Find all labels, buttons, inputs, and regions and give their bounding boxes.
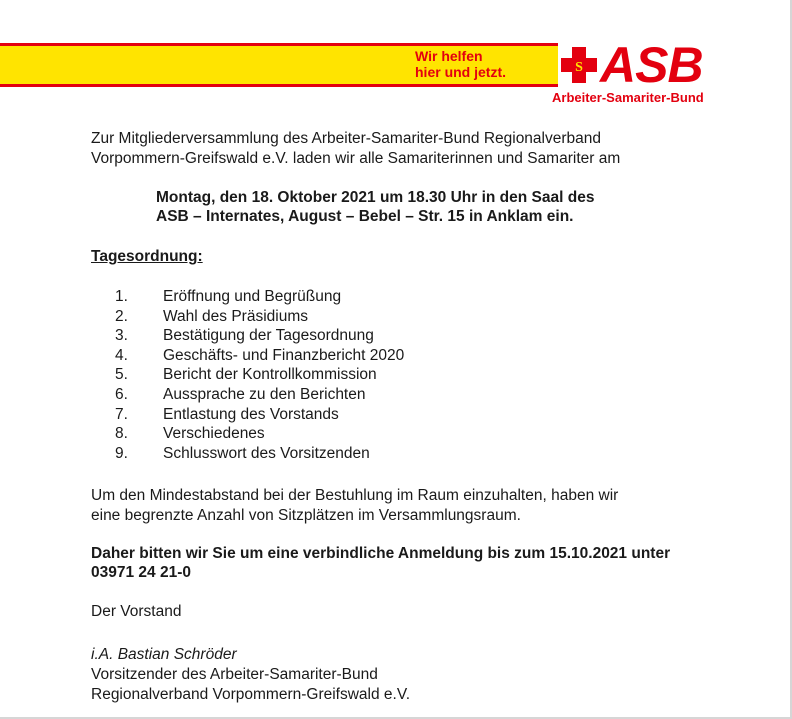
notice-line-2: eine begrenzte Anzahl von Sitzplätzen im Versammlungsraum. xyxy=(91,507,521,524)
meeting-date-line-1: Montag, den 18. Oktober 2021 um 18.30 Uhr in den Saal des xyxy=(156,189,595,206)
agenda-item-number: 5. xyxy=(115,366,128,384)
agenda-item xyxy=(115,385,404,405)
notice-line-1: Um den Mindestabstand bei der Bestuhlung im Raum einzuhalten, haben wir xyxy=(91,487,619,504)
agenda-item xyxy=(115,346,404,366)
agenda-item-number: 4. xyxy=(115,346,128,364)
agenda-item-text: Bestätigung der Tagesordnung xyxy=(163,327,374,345)
registration-line-1: Daher bitten wir Sie um eine verbindliche Anmeldung bis zum 15.10.2021 unter xyxy=(91,545,671,562)
agenda-item-text: Schlusswort des Vorsitzenden xyxy=(163,444,370,462)
cross-letter: S xyxy=(575,60,583,75)
agenda-item-number: 9. xyxy=(115,444,128,462)
agenda-item xyxy=(115,444,404,464)
agenda-item-number: 2. xyxy=(115,307,128,325)
agenda-item-text: Bericht der Kontrollkommission xyxy=(163,366,377,384)
agenda-item-text: Entlastung des Vorstands xyxy=(163,405,339,423)
signer-role-line-1: Vorsitzender des Arbeiter-Samariter-Bund xyxy=(91,666,378,683)
slogan-line-2: hier und jetzt. xyxy=(415,64,506,80)
closing: Der Vorstand xyxy=(91,603,182,620)
asb-logo xyxy=(552,37,732,106)
logo-subtitle: Arbeiter-Samariter-Bund xyxy=(552,90,704,105)
agenda-list xyxy=(115,287,404,463)
agenda-item-number: 7. xyxy=(115,405,128,423)
samaritan-cross-icon xyxy=(560,46,598,84)
agenda-item xyxy=(115,424,404,444)
agenda-item xyxy=(115,307,404,327)
invitation-line-2: Vorpommern-Greifswald e.V. laden wir alle Samariterinnen und Samariter am xyxy=(91,150,621,167)
logo-wordmark: ASB xyxy=(600,37,703,93)
registration-phone: 03971 24 21-0 xyxy=(91,564,191,581)
signer-name: i.A. Bastian Schröder xyxy=(91,646,237,663)
agenda-item-number: 3. xyxy=(115,327,128,345)
invitation-line-1: Zur Mitgliederversammlung des Arbeiter-Samariter-Bund Regionalverband xyxy=(91,130,602,147)
slogan-line-1: Wir helfen xyxy=(415,48,483,64)
meeting-date-line-2: ASB – Internates, August – Bebel – Str. 15 in Anklam ein. xyxy=(156,208,574,225)
agenda-item xyxy=(115,326,404,346)
agenda-item xyxy=(115,365,404,385)
agenda-item-text: Aussprache zu den Berichten xyxy=(163,385,366,403)
agenda-item-text: Verschiedenes xyxy=(163,425,265,443)
agenda-item-number: 1. xyxy=(115,288,128,305)
agenda-heading: Tagesordnung: xyxy=(91,248,203,265)
agenda-item xyxy=(115,287,404,307)
agenda-item-number: 6. xyxy=(115,385,128,403)
agenda-item-text: Wahl des Präsidiums xyxy=(163,307,309,325)
agenda-item-text: Geschäfts- und Finanzbericht 2020 xyxy=(163,346,405,364)
signer-role-line-2: Regionalverband Vorpommern-Greifswald e.V. xyxy=(91,686,411,703)
agenda-item xyxy=(115,405,404,425)
agenda-item-number: 8. xyxy=(115,425,128,443)
slogan xyxy=(415,48,555,80)
agenda-item-text: Eröffnung und Begrüßung xyxy=(163,288,342,305)
